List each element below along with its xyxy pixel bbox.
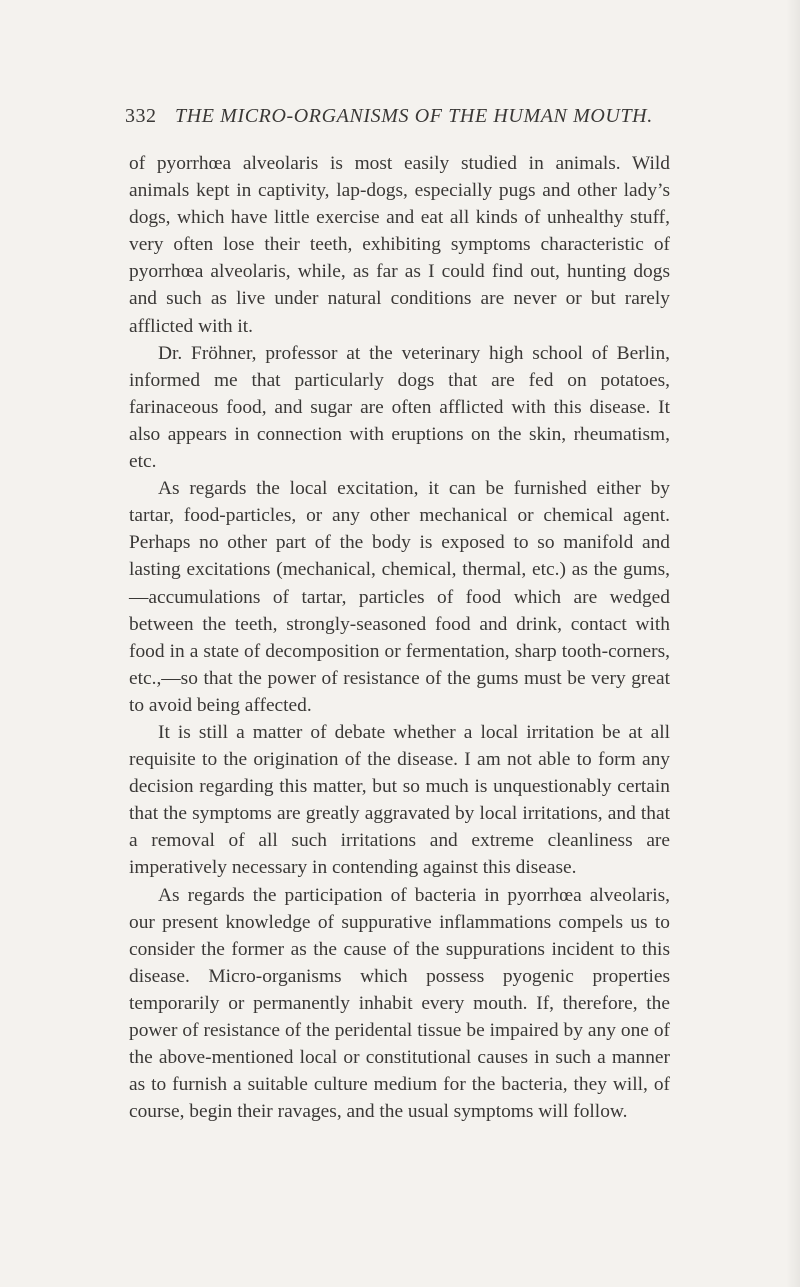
paragraph-3: As regards the local excitation, it can be furnished either by tartar, food-particles, or any other mechanical or chemical agent. Perhaps no other part of the body is exposed to so manifold and lasting excitations (mechanical, chemical, thermal, etc.) as the gums,—accumulations of tartar, particles of food which are wedged between the teeth, strongly-seasoned food and drink, contact with food in a state of decomposition or fermentation, sharp tooth-corners, etc.,—so that the power of resistance of the gums must be very great to avoid being affected. <box>129 478 670 716</box>
running-head <box>125 101 670 131</box>
paragraph-5: As regards the participation of bacteria in pyorrhœa alveolaris, our present knowledge of suppurative inflammations compels us to consider the former as the cause of the suppurations incident to this disease. Micro-organisms which possess pyogenic properties temporarily or permanently inhabit every mouth. If, therefore, the power of resistance of the peridental tissue be impaired by any one of the above-mentioned local or constitutional causes in such a manner as to furnish a suitable culture medium for the bacteria, they will, of course, begin their ravages, and the usual symptoms will follow. <box>129 884 670 1123</box>
paragraph-2: Dr. Fröhner, professor at the veterinary high school of Berlin, informed me that particularly dogs that are fed on potatoes, farinaceous food, and sugar are often afflicted with this disease. It also appears in connection with eruptions on the skin, rheumatism, etc. <box>129 342 670 473</box>
page-number: 332 <box>125 105 157 127</box>
running-title: THE MICRO-ORGANISMS OF THE HUMAN MOUTH. <box>175 105 653 127</box>
paragraph-1: of pyorrhœa alveolaris is most easily studied in animals. Wild animals kept in captivity, lap-dogs, especially pugs and other lady’s dogs, which have little exercise and eat all kinds of unhealthy stuff, very often lose their teeth, exhibiting symptoms characteristic of pyorrhœa alveolaris, while, as far as I could find out, hunting dogs and such as live under natural conditions are never or but rarely afflicted with it. <box>129 153 670 337</box>
paragraph-4: It is still a matter of debate whether a local irritation be at all requisite to the origination of the disease. I am not able to form any decision regarding this matter, but so much is unquestionably certain that the symptoms are greatly aggravated by local irritations, and that a removal of all such irritations and extreme cleanliness are imperatively necessary in contending against this disease. <box>129 721 670 879</box>
page-edge-shadow <box>786 0 800 1287</box>
body-text <box>129 150 670 1125</box>
